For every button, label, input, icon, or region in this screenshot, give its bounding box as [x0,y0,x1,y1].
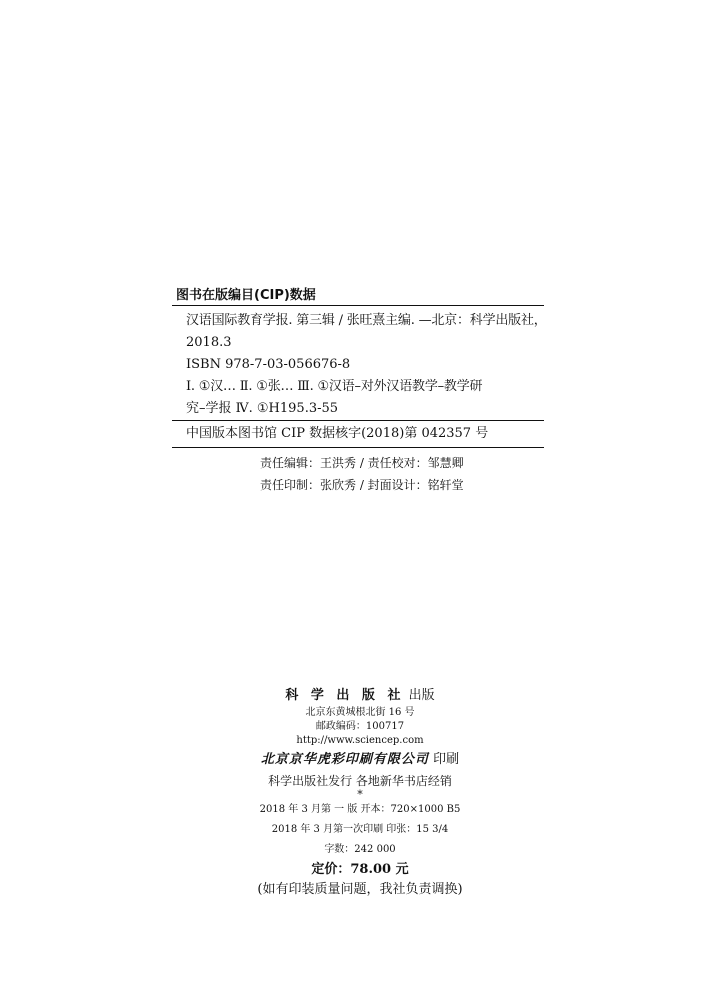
editor-credit-line: 责任编辑：王洪秀 / 责任校对：邹慧卿 [260,456,464,470]
quality-notice: (如有印装质量问题，我社负责调换) [257,882,463,897]
separator-star: * [357,788,363,801]
cip-library-note: 中国版本图书馆 CIP 数据核字(2018)第 042357 号 [186,426,489,441]
staff-credits [260,452,464,496]
colophon [0,686,720,900]
publisher-url: http://www.sciencep.com [296,735,424,746]
production-credit-line: 责任印制：张欣秀 / 封面设计：铭轩堂 [260,478,464,492]
publisher-line [0,686,720,706]
cip-date-line: 2018.3 [186,335,232,350]
cip-bibliographic-line: 汉语国际教育学报. 第三辑 / 张旺熹主编. —北京：科学出版社， [186,313,547,328]
price: 定价：78.00 元 [311,862,409,877]
publisher-postcode: 邮政编码：100717 [315,721,405,732]
printer-name: 北京京华虎彩印刷有限公司 [260,752,429,767]
cip-entry [172,306,547,420]
printer-line [0,750,720,770]
distribution-line: 科学出版社发行 各地新华书店经销 [268,774,452,788]
word-count: 字数：242 000 [324,844,396,855]
publisher-address: 北京东黄城根北街 16 号 [305,707,415,718]
edition-line: 2018 年 3 月第 一 版 开本：720×1000 B5 [259,804,461,815]
cip-subject-line: Ⅰ. ①汉… Ⅱ. ①张… Ⅲ. ①汉语–对外汉语教学–教学研 [186,379,483,394]
publisher-suffix: 出版 [408,688,435,703]
printing-line: 2018 年 3 月第一次印刷 印张：15 3/4 [271,824,449,835]
printer-suffix: 印刷 [433,752,460,767]
cip-title: 图书在版编目(CIP)数据 [176,288,316,303]
cip-isbn-line: ISBN 978-7-03-056676-8 [186,357,351,372]
cip-bottom-rule [172,447,544,448]
cip-data-block [172,287,547,448]
publisher-name: 科 学 出 版 社 [285,688,405,703]
cip-classification-line: 究–学报 Ⅳ. ①H195.3-55 [186,401,339,416]
